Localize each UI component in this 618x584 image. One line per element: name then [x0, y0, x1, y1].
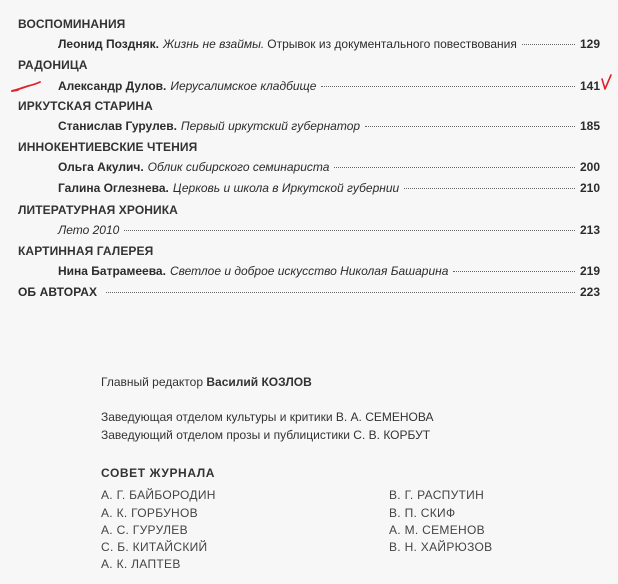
council-member: А. К. ЛАПТЕВ: [101, 557, 181, 571]
department-head: Заведующая отделом культуры и критики В. А. СЕМЕНОВА: [101, 410, 434, 424]
section-heading: ЛИТЕРАТУРНАЯ ХРОНИКА: [18, 203, 178, 217]
dot-leader: [124, 230, 575, 231]
page-number: 213: [579, 223, 600, 237]
entry-title: Иерусалимское кладбище: [170, 79, 317, 93]
page-number: 219: [579, 264, 600, 278]
toc-entry[interactable]: [58, 119, 600, 133]
section-heading: РАДОНИЦА: [18, 58, 88, 72]
entry-title: Жизнь не взаймы.: [162, 37, 265, 51]
dot-leader: [106, 292, 575, 293]
section-heading: ИРКУТСКАЯ СТАРИНА: [18, 99, 153, 113]
section-heading: ИННОКЕНТИЕВСКИЕ ЧТЕНИЯ: [18, 140, 198, 154]
council-member: В. Г. РАСПУТИН: [389, 488, 485, 502]
page-number: 141: [579, 79, 600, 93]
entry-author: Александр Дулов.: [58, 79, 167, 93]
entry-title: Облик сибирского семинариста: [147, 160, 330, 174]
council-member: В. П. СКИФ: [389, 506, 456, 520]
toc-entry[interactable]: [58, 160, 600, 174]
dot-leader: [404, 188, 575, 189]
toc-entry[interactable]: [58, 79, 600, 93]
dot-leader: [522, 44, 575, 45]
section-heading: КАРТИННАЯ ГАЛЕРЕЯ: [18, 244, 154, 258]
council-member: А. К. ГОРБУНОВ: [101, 506, 198, 520]
toc-entry[interactable]: [58, 223, 600, 237]
section-heading: ОБ АВТОРАХ: [18, 285, 98, 299]
page-number: 185: [579, 119, 600, 133]
toc-entry-about-authors[interactable]: [18, 285, 600, 299]
council-title: СОВЕТ ЖУРНАЛА: [101, 466, 216, 480]
entry-subtitle: Отрывок из документального повествования: [267, 37, 517, 51]
entry-author: Ольга Акулич.: [58, 160, 144, 174]
section-heading: ВОСПОМИНАНИЯ: [18, 17, 126, 31]
dot-leader: [334, 167, 575, 168]
page-number: 200: [579, 160, 600, 174]
council-member: А. Г. БАЙБОРОДИН: [101, 488, 216, 502]
page-number: 223: [579, 285, 600, 299]
entry-author: Леонид Поздняк.: [58, 37, 159, 51]
entry-title: Первый иркутский губернатор: [180, 119, 361, 133]
editor-in-chief: [101, 375, 312, 389]
entry-author: Нина Батрамеева.: [58, 264, 166, 278]
dot-leader: [365, 126, 575, 127]
council-member: В. Н. ХАЙРЮЗОВ: [389, 540, 493, 554]
dot-leader: [453, 271, 575, 272]
toc-entry[interactable]: [58, 181, 600, 195]
council-member: С. Б. КИТАЙСКИЙ: [101, 540, 208, 554]
page-number: 210: [579, 181, 600, 195]
entry-author: Галина Оглезнева.: [58, 181, 169, 195]
entry-author: Станислав Гурулев.: [58, 119, 177, 133]
toc-entry[interactable]: [58, 264, 600, 278]
entry-title: Церковь и школа в Иркутской губернии: [172, 181, 400, 195]
dot-leader: [321, 86, 575, 87]
toc-entry[interactable]: [58, 37, 600, 51]
red-underline-mark-icon: [10, 80, 60, 94]
page-number: 129: [579, 37, 600, 51]
editor-name: Василий КОЗЛОВ: [206, 375, 312, 389]
entry-title: Светлое и доброе искусство Николая Башарина: [169, 264, 449, 278]
council-member: А. М. СЕМЕНОВ: [389, 523, 485, 537]
council-member: А. С. ГУРУЛЕВ: [101, 523, 188, 537]
department-head: Заведующий отделом прозы и публицистики С. В. КОРБУТ: [101, 428, 431, 442]
red-check-mark-icon: [600, 73, 614, 93]
editor-label: Главный редактор: [101, 375, 204, 389]
entry-title: Лето 2010: [58, 223, 120, 237]
